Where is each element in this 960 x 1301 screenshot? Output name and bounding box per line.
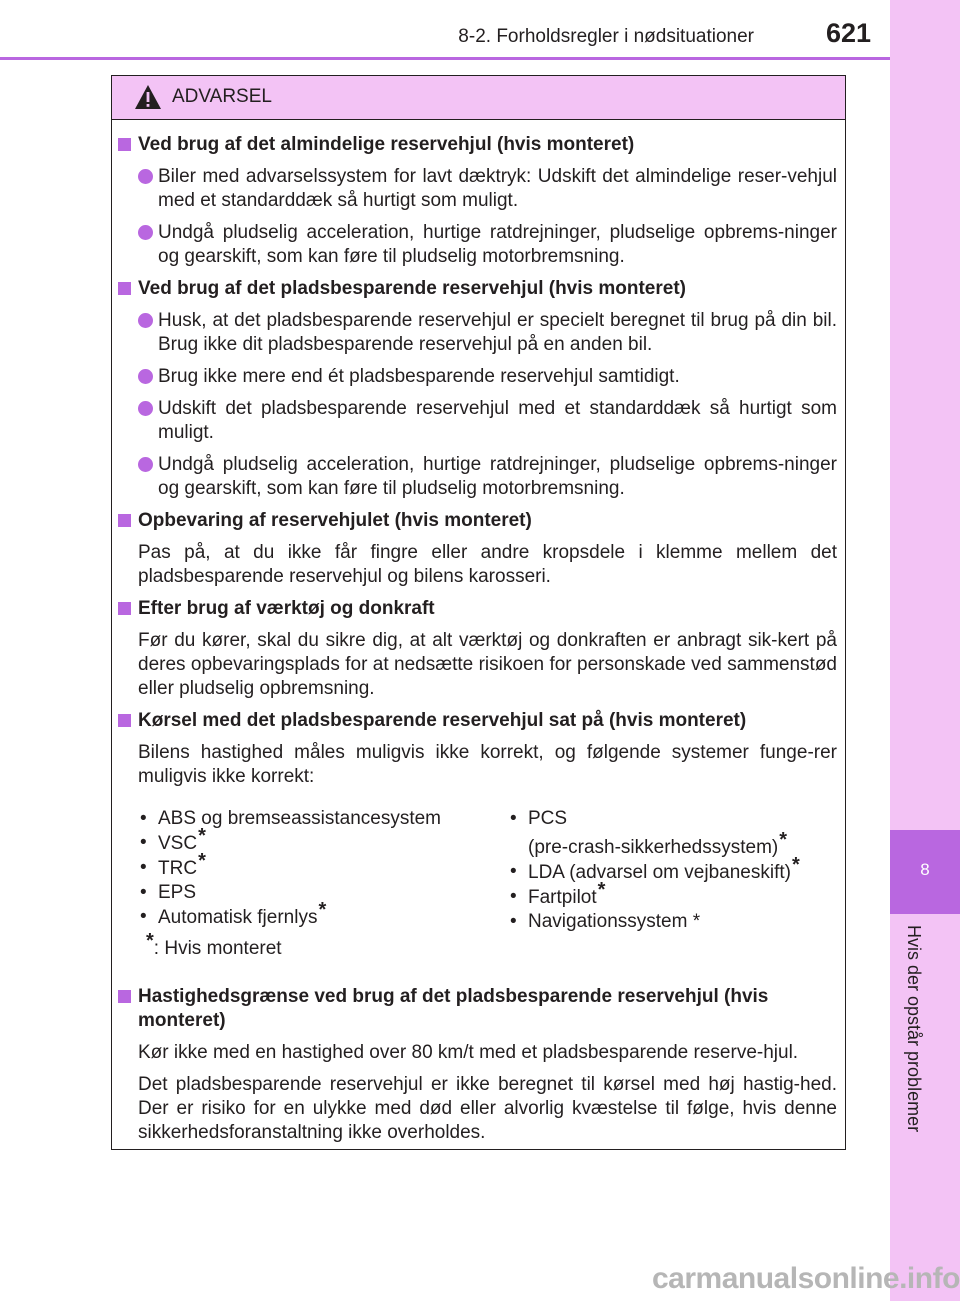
warning-title: ADVARSEL xyxy=(172,86,272,107)
chapter-number-box xyxy=(890,830,960,914)
paragraph: Før du kører, skal du sikre dig, at alt værktøj og donkraften er anbragt sik-kert på deres opbevaringsplads for at nedsætte risikoen for personskade ved sammenstød eller pludselig opbremsning. xyxy=(138,630,837,699)
asterisk-mark: * xyxy=(597,879,606,901)
system-item: • LDA (advarsel om vejbaneskift)* xyxy=(510,860,850,885)
asterisk-mark: * xyxy=(198,825,206,847)
system-item: • Navigationssystem * xyxy=(510,910,850,934)
asterisk-mark: * xyxy=(198,850,206,872)
section-heading: Hastighedsgrænse ved brug af det pladsbesparende reservehjul (hvis monteret) xyxy=(118,985,837,1033)
systems-column-right xyxy=(510,807,850,934)
section-heading: Efter brug af værktøj og donkraft xyxy=(118,597,837,621)
section-heading: Ved brug af det almindelige reservehjul (hvis monteret) xyxy=(118,133,837,157)
affected-systems-list xyxy=(118,807,837,975)
system-item: • Fartpilot* xyxy=(510,885,850,910)
system-item: • PCS xyxy=(510,807,850,831)
system-item-continued: (pre-crash-sikkerhedssystem)* xyxy=(528,829,788,858)
paragraph: Det pladsbesparende reservehjul er ikke beregnet til kørsel med høj hastig-hed. Der er risiko for en ulykke med død eller alvorlig kvæstelse til følge, hvis denne sikkerhedsforanstaltning ikke overholdes. xyxy=(138,1074,837,1143)
section-heading: Ved brug af det pladsbesparende reservehjul (hvis monteret) xyxy=(118,277,837,301)
section-heading: Kørsel med det pladsbesparende reservehjul sat på (hvis monteret) xyxy=(118,709,837,733)
header-rule xyxy=(0,57,890,60)
watermark: carmanualsonline.info xyxy=(652,1262,960,1295)
paragraph: Bilens hastighed måles muligvis ikke korrekt, og følgende systemer funge-rer muligvis ikke korrekt: xyxy=(138,742,837,787)
system-item: • ABS og bremseassistancesystem xyxy=(140,807,500,831)
bullet-item: Undgå pludselig acceleration, hurtige ratdrejninger, pludselige opbrems-ninger og gearskift, som kan føre til pludselig motorbremsning. xyxy=(118,453,837,501)
paragraph: Kør ikke med en hastighed over 80 km/t med et pladsbesparende reserve-hjul. xyxy=(138,1042,799,1063)
system-item: • EPS xyxy=(140,881,500,905)
warning-content xyxy=(112,133,845,1153)
asterisk-mark: * xyxy=(146,930,154,952)
asterisk-mark: * xyxy=(318,899,327,921)
system-item: • TRC* xyxy=(140,856,500,881)
section-heading: Opbevaring af reservehjulet (hvis monteret) xyxy=(118,509,837,533)
chapter-label: Hvis der opstår problemer xyxy=(904,925,924,1133)
system-item: • Automatisk fjernlys* xyxy=(140,905,500,930)
warning-box xyxy=(111,75,846,1150)
asterisk-mark: * xyxy=(779,829,788,851)
page-number: 621 xyxy=(826,18,872,48)
bullet-item: Biler med advarselssystem for lavt dæktryk: Udskift det almindelige reser-vehjul med et standarddæk så hurtigt som muligt. xyxy=(118,165,837,213)
systems-column-left xyxy=(140,807,500,961)
bullet-item: Brug ikke mere end ét pladsbesparende reservehjul samtidigt. xyxy=(118,365,837,389)
bullet-item: Undgå pludselig acceleration, hurtige ratdrejninger, pludselige opbrems-ninger og gearskift, som kan føre til pludselig motorbremsning. xyxy=(118,221,837,269)
footnote: *: Hvis monteret xyxy=(146,930,282,959)
bullet-item: Udskift det pladsbesparende reservehjul med et standarddæk så hurtigt som muligt. xyxy=(118,397,837,445)
chapter-number: 8 xyxy=(920,860,930,879)
warning-header xyxy=(112,76,845,120)
system-item: • VSC* xyxy=(140,831,500,856)
bullet-item: Husk, at det pladsbesparende reservehjul er specielt beregnet til brug på din bil. Brug ikke dit pladsbesparende reservehjul på en anden bil. xyxy=(118,309,837,357)
paragraph: Pas på, at du ikke får fingre eller andre kropsdele i klemme mellem det pladsbesparende reservehjul og bilens karosseri. xyxy=(138,542,837,587)
asterisk-mark: * xyxy=(791,854,800,876)
warning-triangle-icon xyxy=(134,84,162,110)
section-title: 8-2. Forholdsregler i nødsituationer xyxy=(458,26,754,47)
